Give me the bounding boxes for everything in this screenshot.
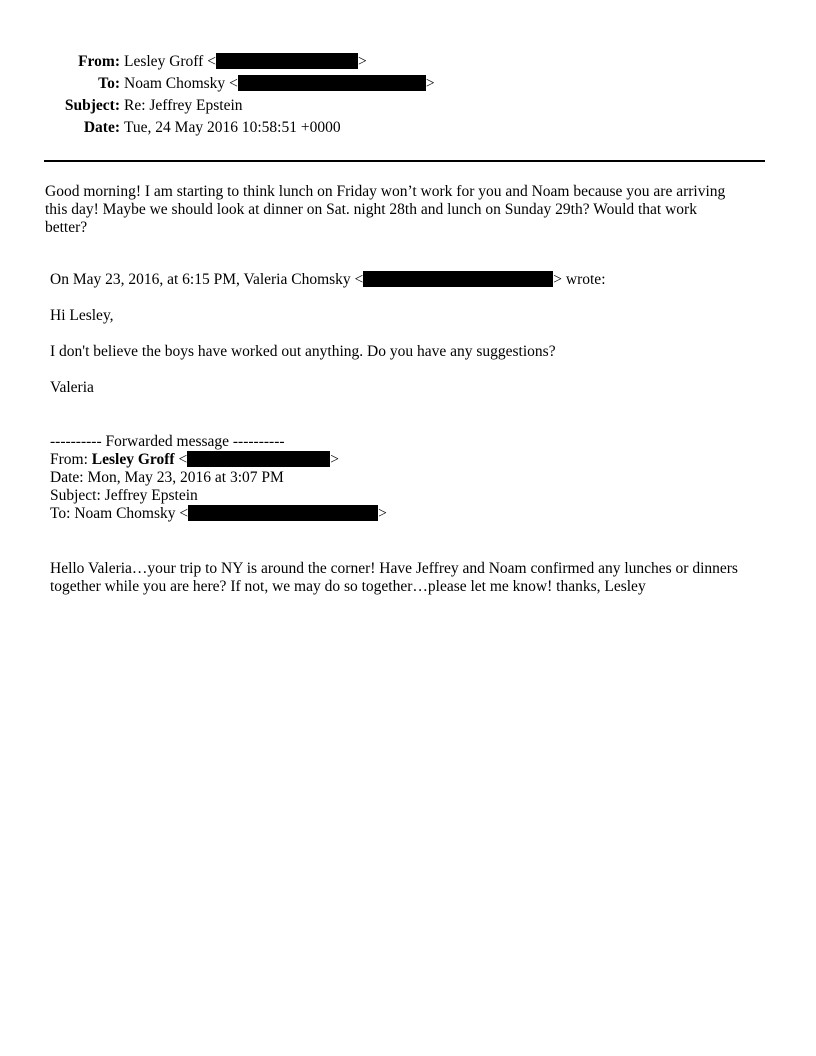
reply-line: Good morning! I am starting to think lunch on Friday won’t work for you and Noam because you are arriving (45, 183, 726, 200)
redacted-email-block (363, 271, 553, 287)
header-to-name: Noam Chomsky (124, 75, 226, 92)
header-date-value: Tue, 24 May 2016 10:58:51 +0000 (124, 119, 341, 136)
forwarded-to (50, 505, 387, 523)
forwarded-to-prefix: To: Noam Chomsky < (50, 505, 189, 522)
header-to-value (120, 73, 435, 95)
redacted-email-block (188, 505, 378, 521)
header-subject-label: Subject: (64, 97, 120, 114)
header-to-close: > (425, 75, 435, 92)
forwarded-to-close: > (378, 505, 387, 522)
header-subject-value: Re: Jeffrey Epstein (124, 97, 243, 114)
header-from-value (120, 51, 367, 73)
header-from-close: > (357, 53, 367, 70)
quoted-greeting: Hi Lesley, (50, 307, 114, 324)
header-divider (44, 160, 765, 162)
header-from-name: Lesley Groff (124, 53, 204, 70)
original-line: Hello Valeria…your trip to NY is around the corner! Have Jeffrey and Noam confirmed any lunches or dinners (50, 560, 738, 577)
reply-line: this day! Maybe we should look at dinner on Sat. night 28th and lunch on Sunday 29th? Would that work (45, 201, 697, 218)
forwarded-divider: ---------- Forwarded message ---------- (50, 433, 285, 450)
redacted-email-block (187, 451, 330, 467)
quoted-attribution (50, 271, 606, 289)
header-subject-row (0, 95, 243, 117)
quoted-body: I don't believe the boys have worked out anything. Do you have any suggestions? (50, 343, 556, 360)
header-date-row (0, 117, 341, 139)
forwarded-from (50, 451, 387, 469)
quoted-attribution-suffix: > wrote: (553, 271, 606, 288)
header-to-label: To: (98, 75, 120, 92)
forwarded-from-name: Lesley Groff (91, 451, 175, 468)
quoted-signature: Valeria (50, 379, 94, 396)
forwarded-from-close: > (330, 451, 339, 468)
header-from-row (0, 51, 367, 73)
quoted-attribution-prefix: On May 23, 2016, at 6:15 PM, Valeria Chomsky < (50, 271, 364, 288)
original-body (50, 560, 738, 596)
header-from-label: From: (78, 53, 120, 70)
redacted-email-block (238, 75, 426, 91)
header-to-open: < (225, 75, 238, 92)
forwarded-from-prefix: From: (50, 451, 92, 468)
header-from-open: < (203, 53, 216, 70)
reply-body (45, 183, 725, 237)
forwarded-subject: Subject: Jeffrey Epstein (50, 487, 198, 504)
header-date-label: Date: (83, 119, 120, 136)
original-line: together while you are here? If not, we may do so together…please let me know! thanks, Lesley (50, 578, 646, 595)
redacted-email-block (216, 53, 358, 69)
forwarded-block (50, 433, 387, 523)
reply-line: better? (45, 219, 88, 236)
forwarded-from-open: < (174, 451, 188, 468)
header-to-row (0, 73, 435, 95)
forwarded-date: Date: Mon, May 23, 2016 at 3:07 PM (50, 469, 284, 486)
